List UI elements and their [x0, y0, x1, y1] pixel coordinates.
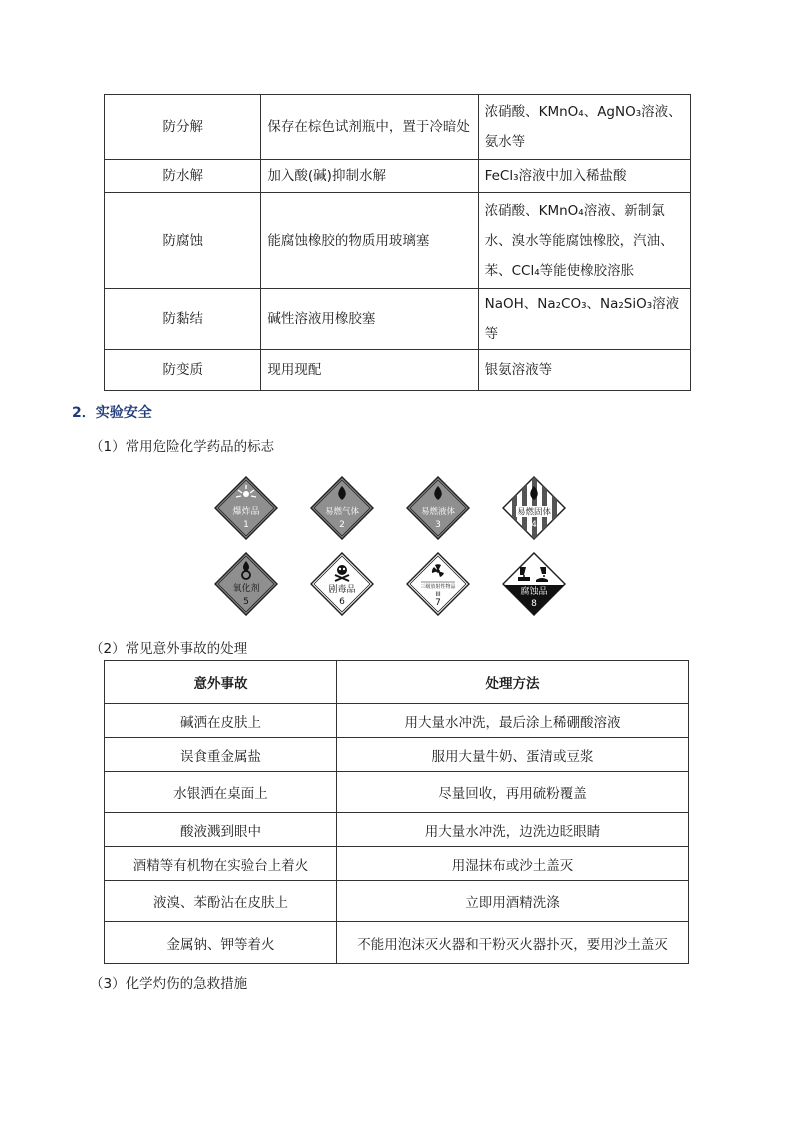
accident-cell: 酸液溅到眼中 — [105, 813, 337, 847]
method-cell: 防水解 — [105, 160, 261, 193]
section-title: 实验安全 — [95, 405, 152, 421]
sign-label: 腐蚀品 — [520, 587, 548, 597]
how-cell: 碱性溶液用橡胶塞 — [261, 289, 478, 350]
treatment-cell: 不能用泡沫灭火器和干粉灭火器扑灭，要用沙土盖灭 — [337, 922, 689, 964]
accident-cell: 水银洒在桌面上 — [105, 772, 337, 813]
hazard-sign-oxidizer — [214, 552, 278, 616]
treatment-cell: 用大量水冲洗，最后涂上稀硼酸溶液 — [337, 704, 689, 738]
sign-number: 4 — [531, 520, 537, 530]
examples-cell: FeCl₃溶液中加入稀盐酸 — [478, 160, 690, 193]
sign-label: 剧毒品 — [328, 585, 356, 595]
method-cell: 防腐蚀 — [105, 193, 261, 289]
accident-cell: 误食重金属盐 — [105, 738, 337, 772]
table-row — [105, 847, 689, 881]
accident-cell: 酒精等有机物在实验台上着火 — [105, 847, 337, 881]
table-row — [105, 704, 689, 738]
sign-label: 易燃液体 — [420, 507, 456, 517]
how-cell: 现用现配 — [261, 350, 478, 391]
subheading-hazard-signs: （1）常用危险化学药品的标志 — [90, 439, 275, 455]
hazard-signs-figure — [200, 472, 600, 622]
table-row — [105, 160, 691, 193]
method-cell: 防变质 — [105, 350, 261, 391]
subheading-chemical-burns: （3）化学灼伤的急救措施 — [90, 976, 248, 992]
sign-number: 5 — [243, 597, 249, 607]
storage-table — [104, 94, 691, 391]
treatment-cell: 尽量回收，再用硫粉覆盖 — [337, 772, 689, 813]
examples-cell: 浓硝酸、KMnO₄溶液、新制氯水、溴水等能腐蚀橡胶，汽油、苯、CCl₄等能使橡胶溶胀 — [478, 193, 690, 289]
table-header-row — [105, 661, 689, 704]
treatment-cell: 用大量水冲洗，边洗边眨眼睛 — [337, 813, 689, 847]
table-row — [105, 772, 689, 813]
sign-label: 三级放射性物品 — [420, 584, 456, 590]
roman-three: III — [435, 591, 441, 598]
table-row — [105, 922, 689, 964]
section-number: 2． — [72, 405, 96, 421]
table-row — [105, 350, 691, 391]
table-row — [105, 95, 691, 160]
accident-cell: 液溴、苯酚沾在皮肤上 — [105, 881, 337, 922]
sign-number: 3 — [435, 520, 441, 530]
how-cell: 保存在棕色试剂瓶中，置于冷暗处 — [261, 95, 478, 160]
examples-cell: 浓硝酸、KMnO₄、AgNO₃溶液、氨水等 — [478, 95, 690, 160]
sign-number: 1 — [243, 520, 249, 530]
how-cell: 能腐蚀橡胶的物质用玻璃塞 — [261, 193, 478, 289]
sign-label: 氧化剂 — [232, 584, 260, 594]
hazard-sign-corrosive — [502, 552, 566, 616]
treatment-cell: 立即用酒精洗涤 — [337, 881, 689, 922]
sign-label: 爆炸品 — [232, 507, 260, 517]
sign-label: 易燃固体 — [516, 507, 552, 518]
hazard-sign-explosive — [214, 476, 278, 540]
treatment-cell: 用湿抹布或沙土盖灭 — [337, 847, 689, 881]
hazard-sign-radioactive — [406, 552, 470, 616]
method-cell: 防分解 — [105, 95, 261, 160]
sign-number: 6 — [339, 597, 345, 607]
treatment-cell: 服用大量牛奶、蛋清或豆浆 — [337, 738, 689, 772]
column-header: 意外事故 — [105, 661, 337, 704]
table-row — [105, 881, 689, 922]
examples-cell: NaOH、Na₂CO₃、Na₂SiO₃溶液等 — [478, 289, 690, 350]
accident-cell: 碱洒在皮肤上 — [105, 704, 337, 738]
hazard-sign-toxic — [310, 552, 374, 616]
table-row — [105, 813, 689, 847]
subheading-accidents: （2）常见意外事故的处理 — [90, 641, 248, 657]
section-heading — [72, 402, 152, 422]
method-cell: 防黏结 — [105, 289, 261, 350]
how-cell: 加入酸(碱)抑制水解 — [261, 160, 478, 193]
sign-label: 易燃气体 — [324, 507, 360, 517]
sign-number: 7 — [435, 598, 441, 608]
table-row — [105, 738, 689, 772]
hazard-sign-flammable-liquid — [406, 476, 470, 540]
accident-cell: 金属钠、钾等着火 — [105, 922, 337, 964]
sign-number: 8 — [531, 599, 537, 609]
sign-number: 2 — [339, 520, 345, 530]
examples-cell: 银氨溶液等 — [478, 350, 690, 391]
column-header: 处理方法 — [337, 661, 689, 704]
hazard-sign-flammable-gas — [310, 476, 374, 540]
table-row — [105, 193, 691, 289]
accident-table — [104, 660, 689, 964]
table-row — [105, 289, 691, 350]
hazard-sign-flammable-solid — [502, 476, 566, 540]
